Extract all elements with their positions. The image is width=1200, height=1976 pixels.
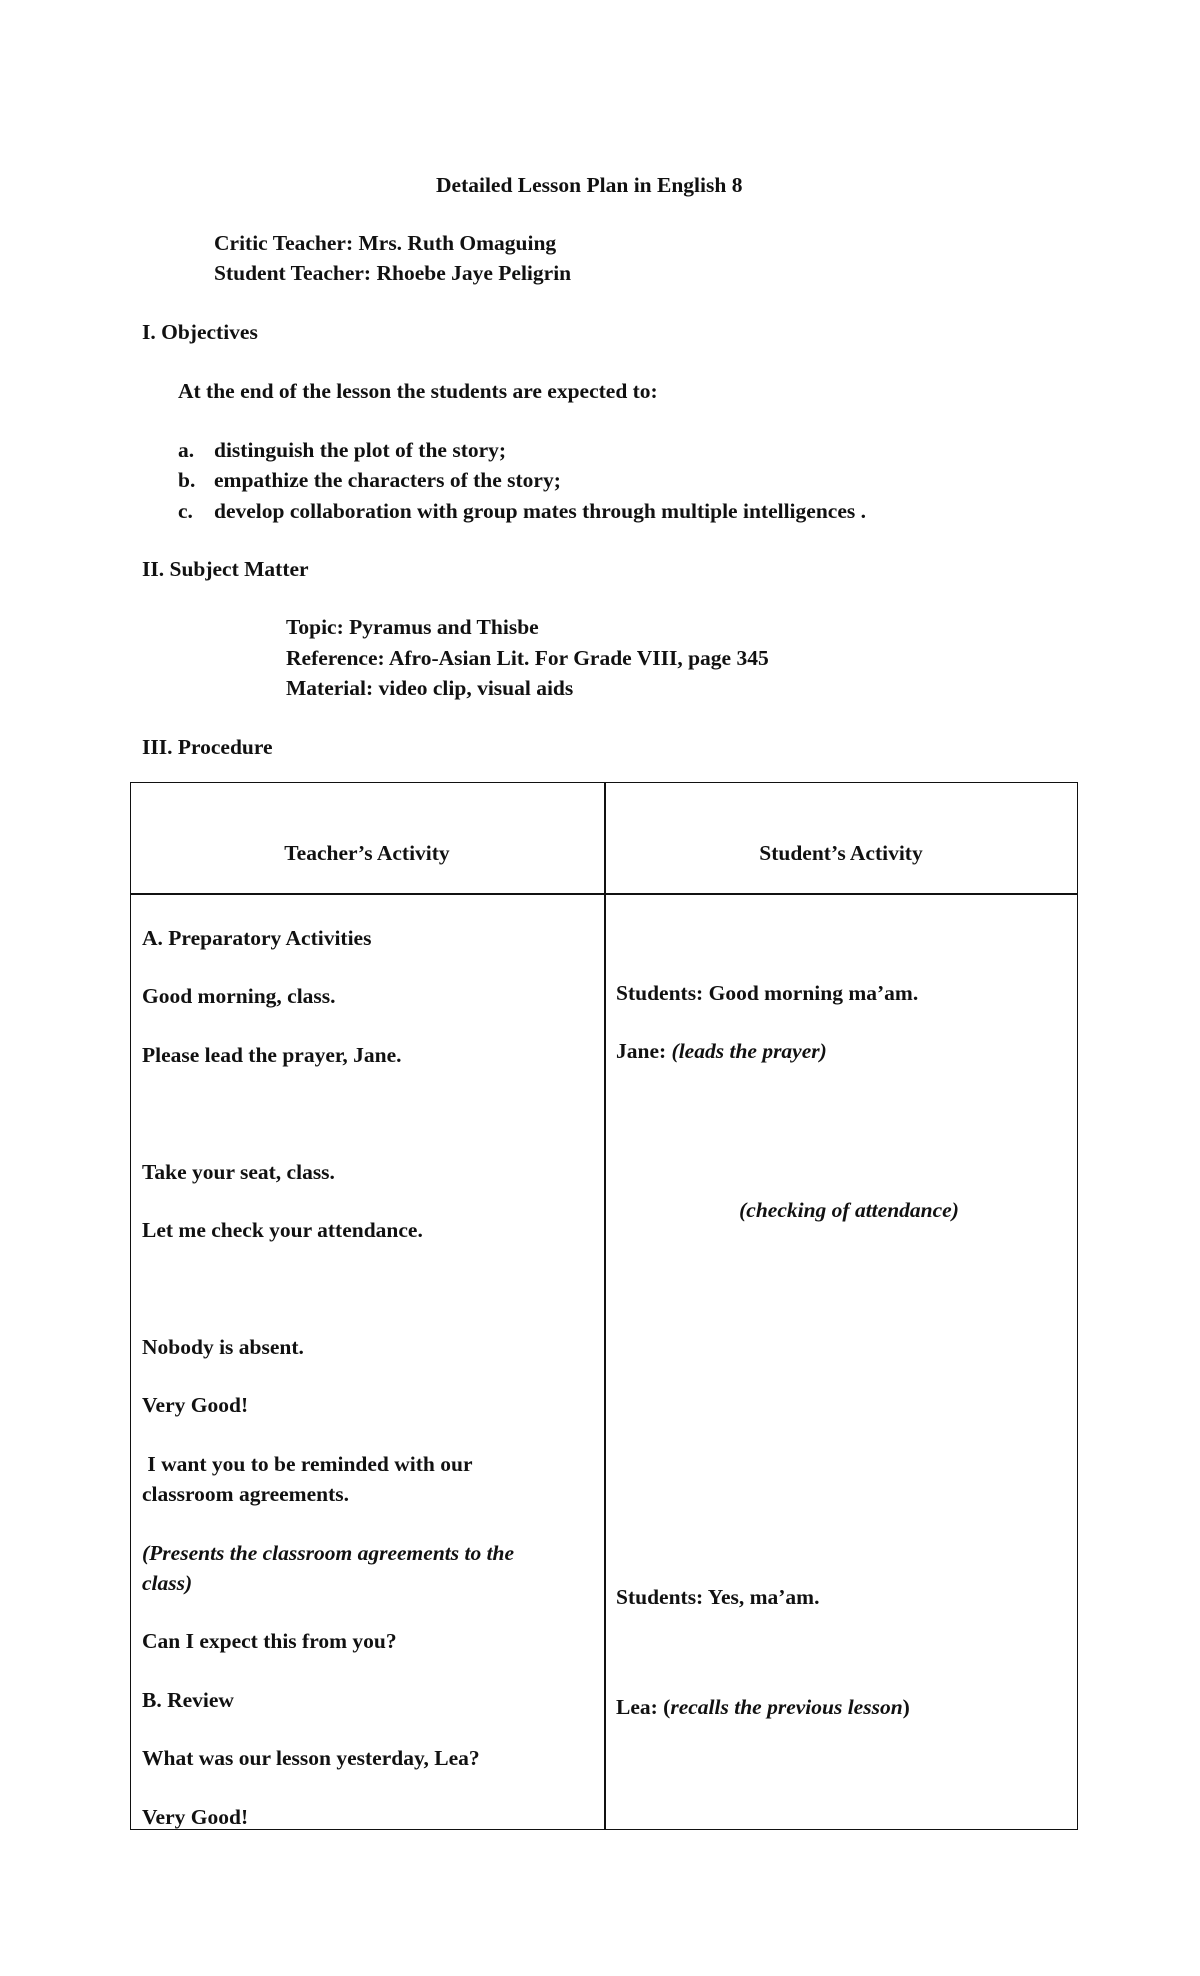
table-header-divider <box>130 893 1078 895</box>
teacher-line: Let me check your attendance. <box>142 1218 423 1242</box>
teacher-line: Can I expect this from you? <box>142 1629 397 1653</box>
objective-item: empathize the characters of the story; <box>214 468 561 492</box>
student-teacher: Student Teacher: Rhoebe Jaye Peligrin <box>214 261 572 285</box>
preparatory-heading: A. Preparatory Activities <box>142 926 372 950</box>
student-response: Yes, ma’am. <box>707 1585 820 1609</box>
subject-matter-heading: II. Subject Matter <box>142 557 309 581</box>
paren: ) <box>902 1695 910 1719</box>
attendance-direction: (checking of attendance) <box>739 1198 959 1222</box>
topic: Topic: Pyramus and Thisbe <box>286 615 539 639</box>
student-line <box>616 1041 827 1063</box>
objective-item: distinguish the plot of the story; <box>214 438 507 462</box>
teacher-activity-header: Teacher’s Activity <box>284 841 450 865</box>
teacher-line: Good morning, class. <box>142 984 336 1008</box>
reference: Reference: Afro-Asian Lit. For Grade VIII, page 345 <box>286 646 769 670</box>
student-direction: (leads the prayer) <box>671 1039 827 1063</box>
teacher-line: I want you to be reminded with our <box>142 1452 473 1476</box>
teacher-line: Very Good! <box>142 1393 249 1417</box>
teacher-line: Very Good! <box>142 1805 249 1829</box>
student-line <box>616 1587 819 1609</box>
teacher-line: classroom agreements. <box>142 1482 349 1506</box>
objectives-heading: I. Objectives <box>142 320 258 344</box>
objective-marker: b. <box>178 468 196 492</box>
material: Material: video clip, visual aids <box>286 676 574 700</box>
teacher-line: Nobody is absent. <box>142 1335 304 1359</box>
student-direction: recalls the previous lesson <box>670 1695 903 1719</box>
student-line <box>616 1697 910 1719</box>
speaker: Jane: <box>616 1039 667 1063</box>
review-heading: B. Review <box>142 1688 234 1712</box>
document-title: Detailed Lesson Plan in English 8 <box>436 173 743 197</box>
teacher-direction: (Presents the classroom agreements to the <box>142 1541 515 1565</box>
speaker: Students: <box>616 981 704 1005</box>
objective-marker: a. <box>178 438 195 462</box>
speaker: Students: <box>616 1585 704 1609</box>
teacher-line: What was our lesson yesterday, Lea? <box>142 1746 480 1770</box>
teacher-direction: class) <box>142 1571 193 1595</box>
teacher-line: Take your seat, class. <box>142 1160 335 1184</box>
table-column-divider <box>604 782 606 1830</box>
procedure-heading: III. Procedure <box>142 735 273 759</box>
objective-marker: c. <box>178 499 193 523</box>
teacher-line: Please lead the prayer, Jane. <box>142 1043 402 1067</box>
paren: ( <box>663 1695 671 1719</box>
critic-teacher: Critic Teacher: Mrs. Ruth Omaguing <box>214 231 557 255</box>
speaker: Lea: <box>616 1695 658 1719</box>
student-response: Good morning ma’am. <box>708 981 919 1005</box>
objective-item: develop collaboration with group mates through multiple intelligences . <box>214 499 866 523</box>
student-line <box>616 983 918 1005</box>
student-activity-header: Student’s Activity <box>759 841 923 865</box>
objectives-intro: At the end of the lesson the students are expected to: <box>178 379 658 403</box>
